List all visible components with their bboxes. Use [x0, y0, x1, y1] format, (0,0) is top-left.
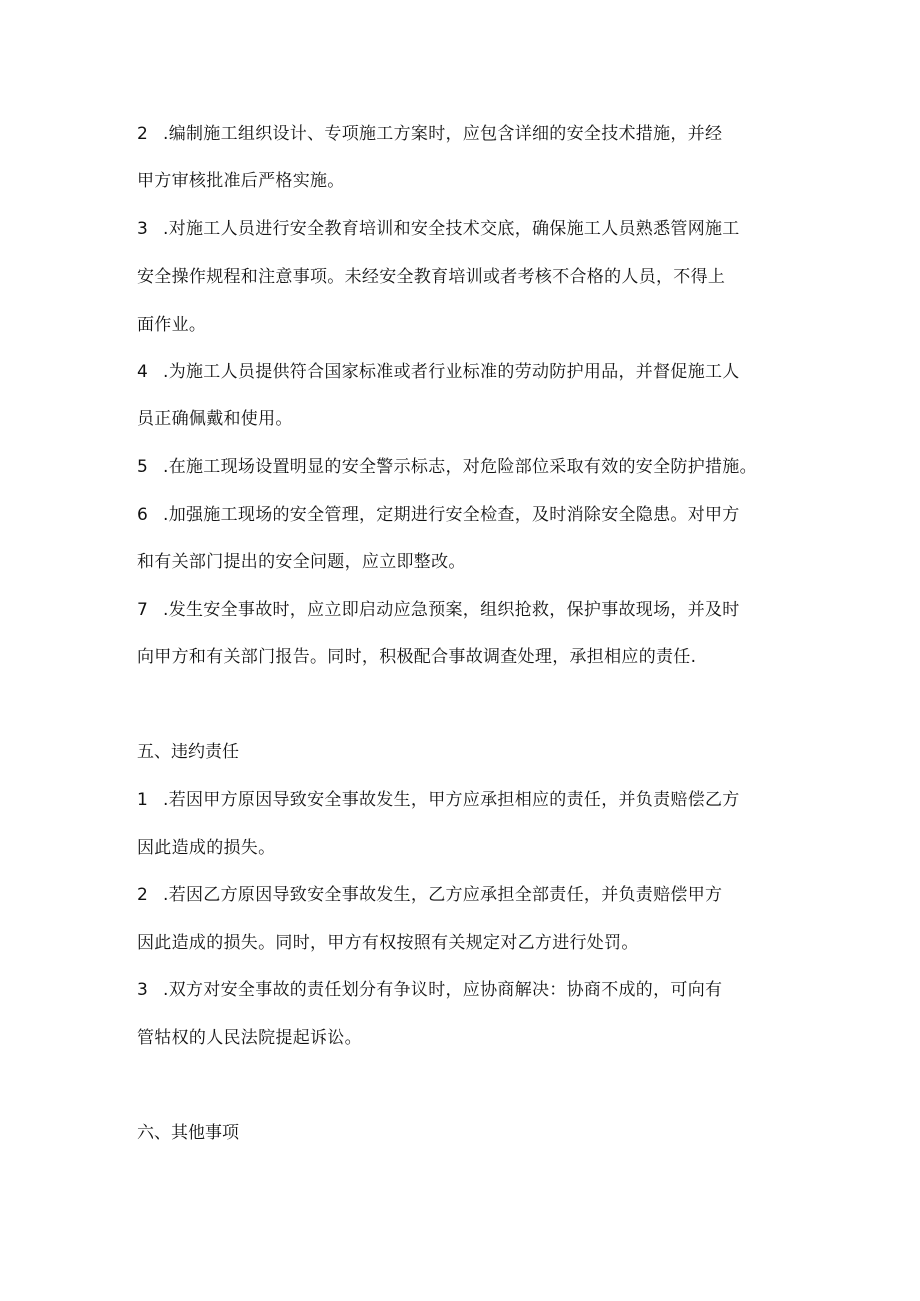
liability-item-2-line-1	[137, 884, 722, 906]
liability-item-2-line-2: 因此造成的损失。同时，甲方有权按照有关规定对乙方进行处罚。	[137, 933, 639, 953]
item-number: 3	[137, 219, 149, 239]
safety-item-4-line-1	[137, 361, 740, 383]
safety-item-3-line-3: 面作业。	[137, 315, 207, 335]
liability-item-3-line-2: 管牯权的人民法院提起诉讼。	[137, 1028, 362, 1048]
item-text: .双方对安全事故的责任划分有争议时，应协商解决：协商不成的，可向有	[163, 980, 723, 1000]
item-number: 2	[137, 885, 149, 905]
section-heading-liability: 五、违约责任	[137, 742, 239, 762]
item-text: .在施工现场设置明显的安全警示标志，对危险部位采取有效的安全防护措施。	[163, 457, 757, 477]
item-text: .发生安全事故时，应立即启动应急预案，组织抢救，保护事故现场，并及时	[163, 600, 740, 620]
safety-item-7-line-1	[137, 599, 740, 621]
safety-item-5-line-1	[137, 456, 757, 478]
safety-item-3-line-2: 安全操作规程和注意事项。未经安全教育培训或者考核不合格的人员，不得上	[137, 267, 726, 287]
item-number: 2	[137, 124, 149, 144]
liability-item-1-line-2: 因此造成的损失。	[137, 838, 276, 858]
item-number: 4	[137, 362, 149, 382]
safety-item-4-line-2: 员正确佩戴和使用。	[137, 409, 293, 429]
liability-item-1-line-1	[137, 789, 740, 811]
item-number: 6	[137, 505, 149, 525]
item-text: .为施工人员提供符合国家标准或者行业标准的劳动防护用品，并督促施工人	[163, 362, 740, 382]
item-text: .若因甲方原因导致安全事故发生，甲方应承担相应的责任，并负责赔偿乙方	[163, 790, 740, 810]
item-text: .对施工人员进行安全教育培训和安全技术交底，确保施工人员熟悉管网施工	[163, 219, 740, 239]
item-number: 1	[137, 790, 149, 810]
item-text: .加强施工现场的安全管理，定期进行安全检查，及时消除安全隐患。对甲方	[163, 505, 740, 525]
safety-item-6-line-1	[137, 504, 740, 526]
item-text: .编制施工组织设计、专项施工方案时，应包含详细的安全技术措施，并经	[163, 124, 723, 144]
liability-item-3-line-1	[137, 979, 722, 1001]
safety-item-2-line-1	[137, 123, 722, 145]
safety-item-6-line-2: 和有关部门提出的安全问题，应立即整改。	[137, 552, 466, 572]
safety-item-3-line-1	[137, 218, 740, 240]
item-number: 5	[137, 457, 149, 477]
item-number: 3	[137, 980, 149, 1000]
item-text: .若因乙方原因导致安全事故发生，乙方应承担全部责任，并负责赔偿甲方	[163, 885, 723, 905]
item-number: 7	[137, 600, 149, 620]
safety-item-2-line-2: 甲方审核批准后严格实施。	[137, 171, 345, 191]
safety-item-7-line-2: 向甲方和有关部门报告。同时，积极配合事故调查处理，承担相应的责任.	[137, 647, 697, 667]
section-heading-other-matters: 六、其他事项	[137, 1123, 239, 1143]
